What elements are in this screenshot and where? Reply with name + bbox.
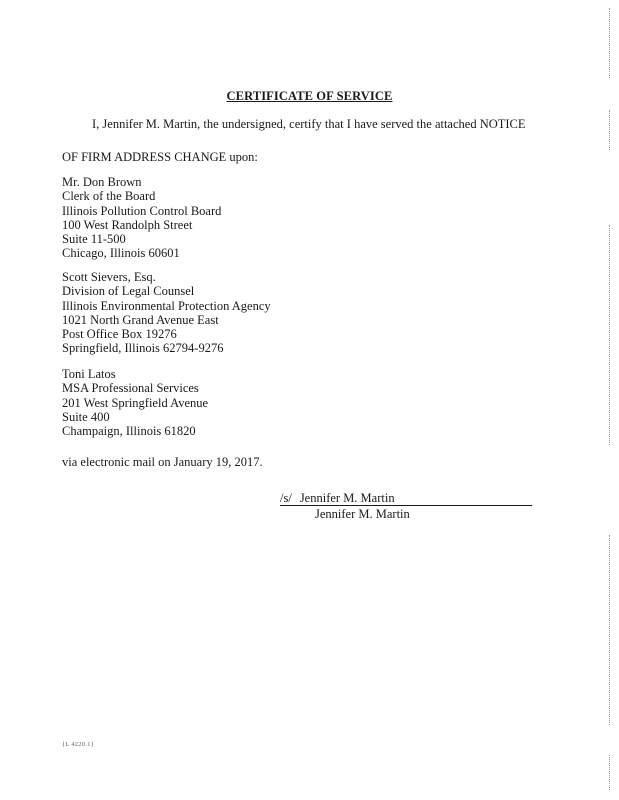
- document-footer-code: {L 4220.1}: [62, 742, 95, 748]
- delivery-statement: via electronic mail on January 19, 2017.: [62, 455, 263, 469]
- signature-name: Jennifer M. Martin: [299, 491, 395, 505]
- address-line: Champaign, Illinois 61820: [62, 424, 196, 439]
- address-line: Illinois Pollution Control Board: [62, 203, 222, 218]
- certification-text-line-2: OF FIRM ADDRESS CHANGE upon:: [62, 150, 258, 164]
- signature-line: [280, 492, 532, 506]
- address-line: Illinois Environmental Protection Agency: [62, 298, 271, 313]
- recipient-address-block: [62, 367, 208, 438]
- address-line: Springfield, Illinois 62794-9276: [62, 341, 224, 356]
- recipient-address-block: [62, 175, 221, 261]
- address-line: 100 West Randolph Street: [62, 217, 193, 232]
- address-line: Division of Legal Counsel: [62, 284, 195, 299]
- address-line: Chicago, Illinois 60601: [62, 246, 180, 261]
- address-line: Toni Latos: [62, 367, 116, 381]
- scan-edge-artifact: [608, 8, 610, 78]
- scan-edge-artifact: [608, 755, 610, 790]
- address-line: Scott Sievers, Esq.: [62, 270, 156, 284]
- scan-edge-artifact: [608, 110, 610, 150]
- document-title: CERTIFICATE OF SERVICE: [226, 89, 393, 103]
- address-line: 1021 North Grand Avenue East: [62, 312, 219, 327]
- address-line: Mr. Don Brown: [62, 175, 142, 189]
- address-line: Suite 400: [62, 409, 110, 424]
- certification-text-line-1: I, Jennifer M. Martin, the undersigned, certify that I have served the attached NOTICE: [92, 117, 526, 131]
- address-line: 201 West Springfield Avenue: [62, 395, 209, 410]
- printed-signer-name: Jennifer M. Martin: [315, 507, 410, 521]
- address-line: Post Office Box 19276: [62, 327, 177, 342]
- signature-mark: /s/: [280, 491, 292, 505]
- address-line: Clerk of the Board: [62, 189, 156, 204]
- address-line: Suite 11-500: [62, 232, 126, 247]
- scan-edge-artifact: [608, 225, 610, 445]
- recipient-address-block: [62, 270, 271, 356]
- address-line: MSA Professional Services: [62, 381, 199, 396]
- scan-edge-artifact: [608, 535, 610, 725]
